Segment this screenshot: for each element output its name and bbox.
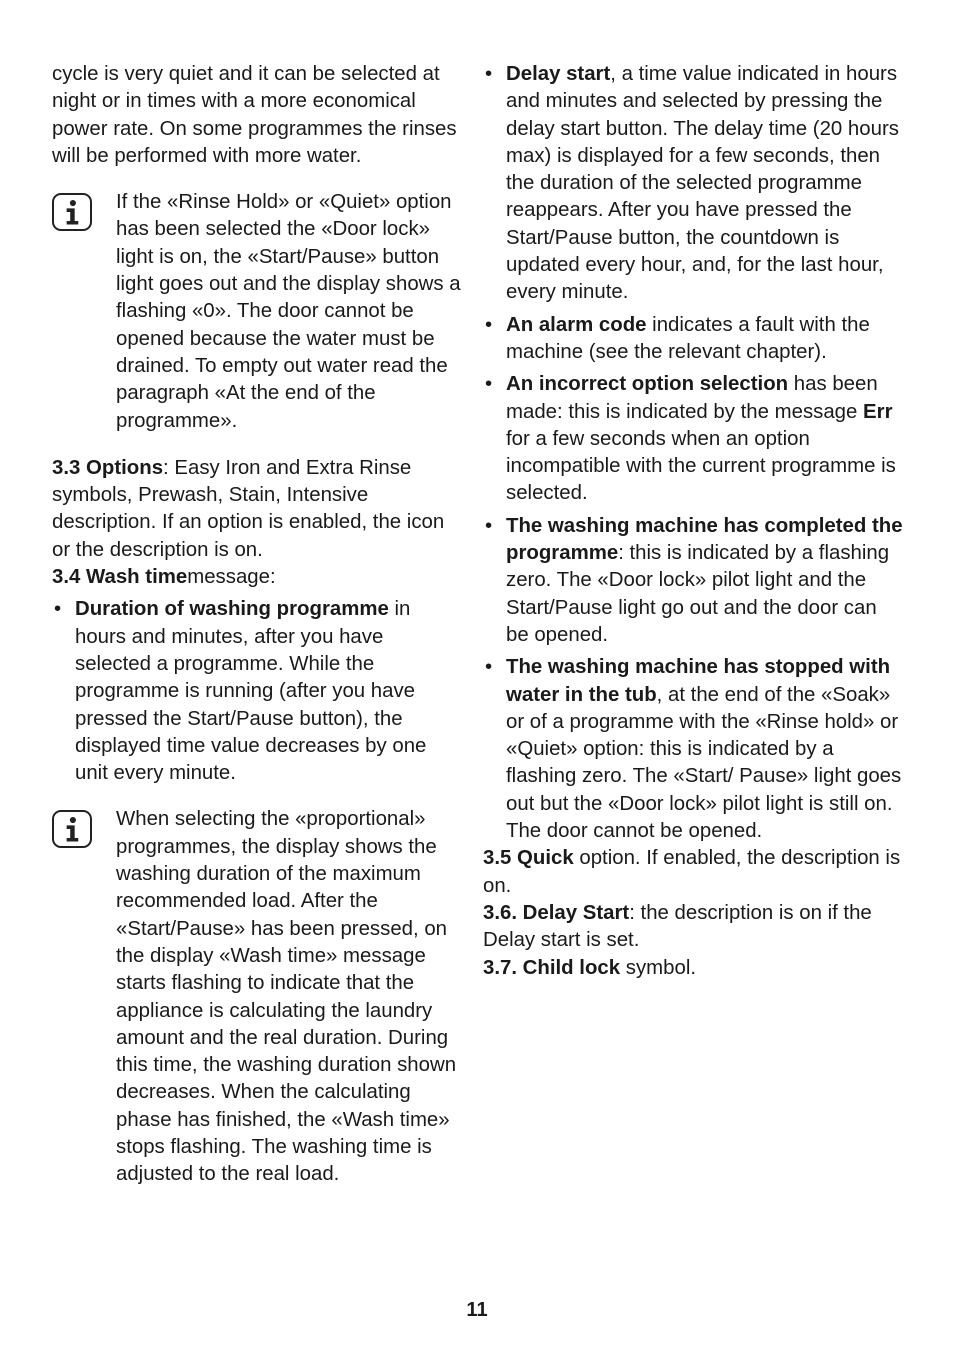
info-note-proportional [52,806,462,1188]
bullet-text: indicates a fault with the machine (see the relevant chapter). [506,313,870,363]
bullet-text: for a few seconds when an option incompatible with the current programme is selected. [506,427,896,505]
bullet-bold: Delay start [506,63,611,85]
section-heading: 3.3 Options [52,456,164,479]
bullet-bold: An incorrect option selection [506,373,789,396]
note-text: When selecting the «proportional» programmes, the display shows the washing duration of the maximum recommended load. After the «Start/Pause» has been pressed, on the display «Wash time» message starts flashing to indicate that the appliance is calculating the laundry amount and the real duration. During this time, the washing duration shown decreases. When the calculating phase has finished, the «Wash time» stops flashing. The washing time is adjusted to the real load. [116,808,457,1186]
bullet-stopped-with-water [483,654,903,845]
bullet-incorrect-option [483,371,903,507]
section-3-4-wash-time [52,564,462,591]
bullet-delay-start [483,61,903,307]
right-column [483,61,903,982]
section-heading: 3.7. Child lock [483,956,621,979]
section-text: symbol. [620,956,697,979]
bullet-duration [52,596,462,787]
section-heading: 3.6. Delay Start [483,901,630,924]
section-3-7-child-lock [483,955,903,982]
section-heading: 3.4 Wash time [52,566,188,589]
bullet-text: , at the end of the «Soak» or of a programme with the «Rinse hold» or «Quiet» option: this is indicated by a flashing zero. The «Start/ Pause» light goes out but the «Door lock» pilot light is still on. The door cannot be opened. [506,683,902,843]
section-3-5-quick [483,845,903,900]
bullet-bold: An alarm code [506,313,647,336]
page-number: 11 [466,1299,488,1321]
left-column [52,61,462,1189]
intro-paragraph: cycle is very quiet and it can be selected at night or in times with a more economical power rate. On some programmes the rinses will be performed with more water. [52,63,457,167]
bullet-bold: The washing machine has stopped with water in the tub [506,656,891,706]
bullet-text: , a time value indicated in hours and minutes and selected by pressing the delay start button. The delay time (20 hours max) is displayed for a few seconds, then the duration of the selected programme reappears. After you have pressed the Start/Pause button, the countdown is updated every hour, and, for the last hour, every minute. [506,63,899,304]
bullet-programme-completed [483,513,903,649]
bullet-bold: The washing machine has completed the programme [506,514,903,565]
section-3-3-options [52,455,462,564]
error-code: Err [863,400,893,423]
section-text: : Easy Iron and Extra Rinse symbols, Prewash, Stain, Intensive description. If an option is enabled, the icon or the description is on. [52,456,445,561]
section-3-6-delay-start [483,900,903,955]
section-text: message: [187,566,276,589]
bullet-text: has been made: this is indicated by the message [506,373,878,423]
info-note-rinse-hold [52,189,462,435]
section-text: option. If enabled, the description is on. [483,847,901,897]
bullet-alarm-code [483,312,903,367]
bullet-text: : this is indicated by a flashing zero. The «Door lock» pilot light and the Start/Pause light go out and the door can be opened. [506,542,890,646]
bullet-text: in hours and minutes, after you have selected a programme. While the programme is running (after you have pressed the Start/Pause button), the displayed time value decreases by one unit every minute. [75,598,427,785]
section-heading: 3.5 Quick [483,847,574,870]
info-icon [52,193,92,231]
bullet-bold: Duration of washing programme [75,598,389,621]
info-icon [52,810,92,848]
note-text: If the «Rinse Hold» or «Quiet» option has been selected the «Door lock» light is on, the «Start/Pause» button light goes out and the display shows a flashing «0». The door cannot be opened because the water must be drained. To empty out water read the paragraph «At the end of the programme». [116,191,461,432]
section-text: : the description is on if the Delay start is set. [483,901,872,952]
